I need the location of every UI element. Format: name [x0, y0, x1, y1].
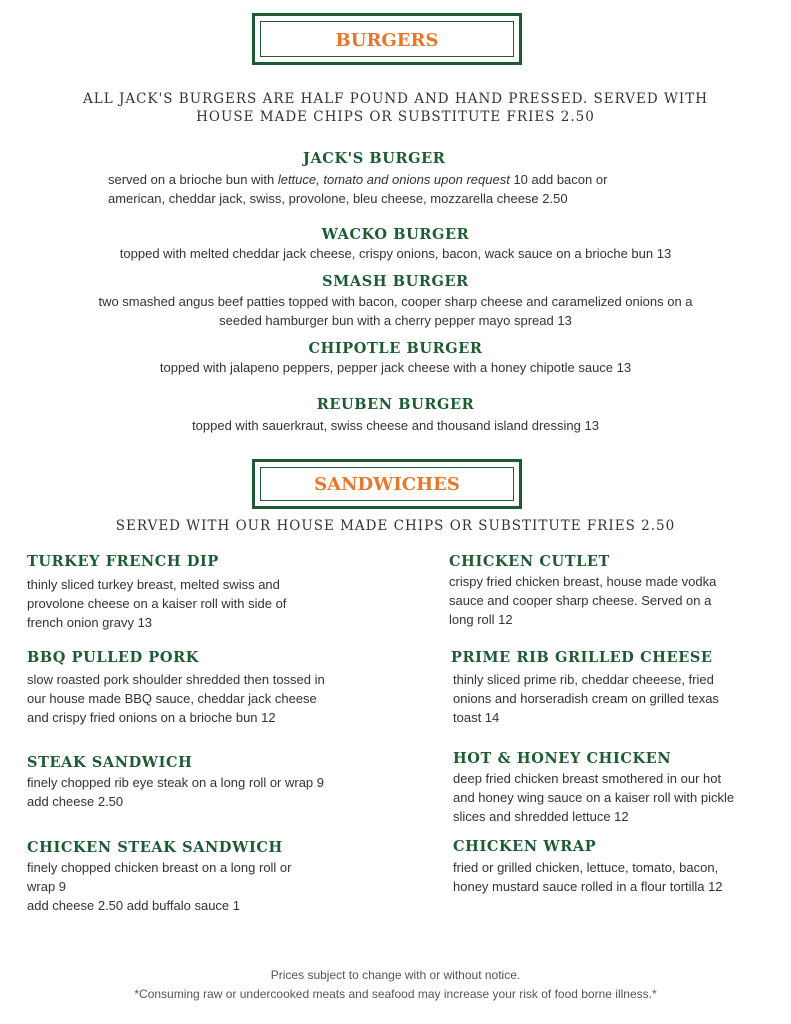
smash-burger-desc-line2: seeded hamburger bun with a cherry pepper mayo spread 13 — [219, 313, 572, 328]
primerib-desc-line3: toast 14 — [453, 710, 500, 725]
cutlet-desc-line2: sauce and cooper sharp cheese. Served on a — [449, 593, 712, 608]
primerib-desc-line2: onions and horseradish cream on grilled texas — [453, 691, 719, 706]
steak-sandwich-desc — [27, 773, 324, 811]
sandwiches-header-title: SANDWICHES — [314, 474, 460, 495]
bbq-pulled-pork-name: BBQ PULLED PORK — [27, 649, 199, 666]
hot-honey-chicken-desc — [453, 769, 734, 826]
smash-burger-desc-line1: two smashed angus beef patties topped with bacon, cooper sharp cheese and caramelized onions on a — [98, 294, 693, 309]
prime-rib-grilled-cheese-desc — [453, 670, 719, 727]
sandwiches-header-box — [252, 459, 522, 509]
chicken-steak-desc-line1: finely chopped chicken breast on a long roll or — [27, 860, 292, 875]
hothoney-desc-line1: deep fried chicken breast smothered in our hot — [453, 771, 722, 786]
cutlet-desc-line1: crispy fried chicken breast, house made vodka — [449, 574, 717, 589]
smash-burger-desc — [0, 292, 791, 330]
jacks-burger-desc-line2: american, cheddar jack, swiss, provolone, bleu cheese, mozzarella cheese 2.50 — [108, 191, 568, 206]
bbq-desc-line2: our house made BBQ sauce, cheddar jack cheese — [27, 691, 317, 706]
chipotle-burger-name: CHIPOTLE BURGER — [308, 340, 483, 357]
chicken-steak-sandwich-name: CHICKEN STEAK SANDWICH — [27, 839, 283, 856]
smash-burger-name: SMASH BURGER — [322, 273, 469, 290]
burgers-header-box — [252, 13, 522, 65]
burgers-intro — [0, 90, 791, 126]
wacko-burger-desc: topped with melted cheddar jack cheese, crispy onions, bacon, wack sauce on a brioche bun 13 — [119, 246, 672, 261]
burgers-intro-line2: HOUSE MADE CHIPS OR SUBSTITUTE FRIES 2.50 — [196, 109, 595, 125]
steak-desc-line1: finely chopped rib eye steak on a long roll or wrap 9 — [27, 775, 325, 790]
jacks-desc-part-c: 10 add bacon or — [509, 172, 608, 187]
jacks-burger-desc-line1 — [108, 170, 607, 189]
jacks-burger-desc — [108, 170, 607, 208]
bbq-pulled-pork-desc — [27, 670, 325, 727]
chicken-steak-desc-line2: wrap 9 — [27, 879, 67, 894]
steak-sandwich-name: STEAK SANDWICH — [27, 754, 193, 771]
chicken-cutlet-name: CHICKEN CUTLET — [449, 553, 610, 570]
chicken-steak-desc-line3: add cheese 2.50 add buffalo sauce 1 — [27, 898, 240, 913]
hothoney-desc-line3: slices and shredded lettuce 12 — [453, 809, 629, 824]
footer-price-notice: Prices subject to change with or without notice. — [270, 968, 521, 982]
wrap-desc-line1: fried or grilled chicken, lettuce, tomato, bacon, — [453, 860, 719, 875]
jacks-desc-part-a: served on a brioche bun with — [108, 172, 278, 187]
steak-desc-line2: add cheese 2.50 — [27, 794, 124, 809]
footer-food-warning: *Consuming raw or undercooked meats and seafood may increase your risk of food borne illness.* — [134, 987, 657, 1001]
chicken-cutlet-desc — [449, 572, 716, 629]
bbq-desc-line3: and crispy fried onions on a brioche bun 12 — [27, 710, 276, 725]
wrap-desc-line2: honey mustard sauce rolled in a flour tortilla 12 — [453, 879, 723, 894]
reuben-burger-desc: topped with sauerkraut, swiss cheese and thousand island dressing 13 — [192, 418, 599, 433]
prime-rib-grilled-cheese-name: PRIME RIB GRILLED CHEESE — [451, 649, 713, 666]
jacks-desc-italic: lettuce, tomato and onions upon request — [277, 172, 510, 187]
footer-disclaimer — [0, 966, 791, 1004]
chicken-wrap-name: CHICKEN WRAP — [453, 838, 597, 855]
jacks-burger-name: JACK'S BURGER — [303, 150, 446, 167]
turkey-desc-line1: thinly sliced turkey breast, melted swiss and — [27, 577, 280, 592]
hothoney-desc-line2: and honey wing sauce on a kaiser roll with pickle — [453, 790, 735, 805]
chipotle-burger-desc: topped with jalapeno peppers, pepper jack cheese with a honey chipotle sauce 13 — [159, 360, 632, 375]
turkey-french-dip-desc — [27, 575, 286, 632]
chicken-wrap-desc — [453, 858, 723, 896]
burgers-header-title: BURGERS — [335, 30, 439, 51]
bbq-desc-line1: slow roasted pork shoulder shredded then tossed in — [27, 672, 325, 687]
primerib-desc-line1: thinly sliced prime rib, cheddar cheeese, fried — [453, 672, 714, 687]
burgers-intro-line1: ALL JACK'S BURGERS ARE HALF POUND AND HAND PRESSED. SERVED WITH — [82, 91, 709, 107]
turkey-desc-line3: french onion gravy 13 — [27, 615, 153, 630]
sandwiches-intro: SERVED WITH OUR HOUSE MADE CHIPS OR SUBSTITUTE FRIES 2.50 — [115, 518, 676, 534]
hot-honey-chicken-name: HOT & HONEY CHICKEN — [453, 750, 672, 767]
turkey-french-dip-name: TURKEY FRENCH DIP — [27, 553, 219, 570]
wacko-burger-name: WACKO BURGER — [321, 226, 470, 243]
reuben-burger-name: REUBEN BURGER — [316, 396, 475, 413]
cutlet-desc-line3: long roll 12 — [449, 612, 513, 627]
turkey-desc-line2: provolone cheese on a kaiser roll with side of — [27, 596, 287, 611]
chicken-steak-sandwich-desc — [27, 858, 292, 915]
